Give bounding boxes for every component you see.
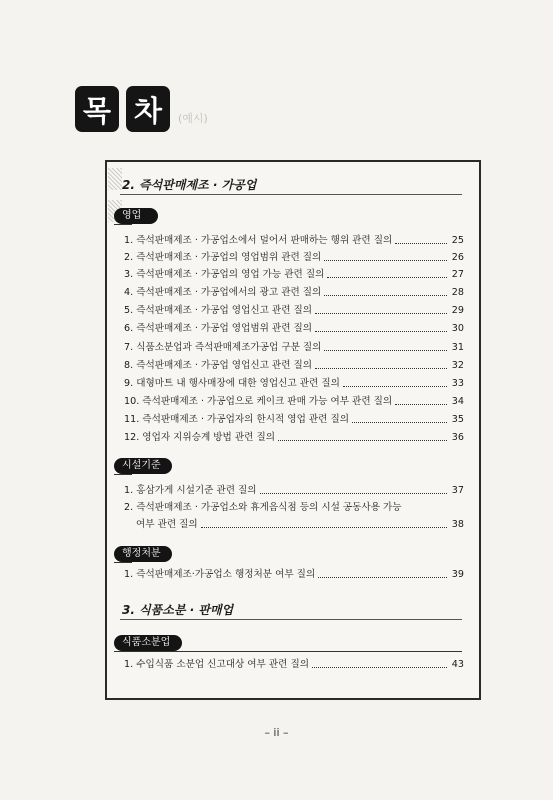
category-label: 행정처분 (114, 546, 172, 562)
category-label: 식품소분업 (114, 635, 182, 651)
toc-entry[interactable] (124, 357, 464, 373)
entry-title: 7. 식품소분업과 즉석판매제조가공업 구분 질의 (124, 342, 322, 353)
toc-entry-continuation[interactable] (136, 516, 464, 532)
entry-title: 8. 즉석판매제조 · 가공업 영업신고 관련 질의 (124, 360, 313, 371)
entry-page: 43 (451, 659, 464, 670)
category-underline (114, 224, 132, 225)
entry-title: 1. 즉석판매제조 · 가공업소에서 덜어서 판매하는 행위 관련 질의 (124, 235, 393, 246)
entry-page: 37 (451, 485, 464, 496)
faded-text: (예시) (178, 112, 208, 125)
entry-page: 39 (451, 569, 464, 580)
entry-title: 여부 관련 질의 (136, 519, 198, 530)
toc-entry[interactable] (124, 375, 464, 391)
section-title: 2. 즉석판매제조 · 가공업 (122, 178, 257, 192)
entry-title: 11. 즉석판매제조 · 가공업자의 한시적 영업 관련 질의 (124, 414, 350, 425)
toc-entry[interactable] (124, 499, 464, 515)
entry-page: 38 (451, 519, 464, 530)
entry-title: 2. 즉석판매제조 · 가공업의 영업범위 관련 질의 (124, 252, 322, 263)
category-label: 영업 (114, 208, 158, 224)
entry-title: 5. 즉석판매제조 · 가공업 영업신고 관련 질의 (124, 305, 313, 316)
entry-page: 30 (451, 323, 464, 334)
toc-entry[interactable] (124, 656, 464, 672)
section-divider (120, 194, 462, 195)
leader-dots (352, 422, 447, 423)
leader-dots (315, 331, 447, 332)
entry-title: 1. 수입식품 소분업 신고대상 여부 관련 질의 (124, 659, 309, 670)
leader-dots (278, 440, 447, 441)
toc-entry[interactable] (124, 266, 464, 282)
toc-entry[interactable] (124, 320, 464, 336)
leader-dots (315, 368, 447, 369)
toc-entry[interactable] (124, 429, 464, 445)
leader-dots (395, 243, 447, 244)
entry-title: 3. 즉석판매제조 · 가공업의 영업 가능 관련 질의 (124, 269, 325, 280)
entry-page: 29 (451, 305, 464, 316)
entry-page: 28 (451, 287, 464, 298)
category-underline (114, 651, 462, 652)
title-char-cha: 차 (126, 86, 170, 132)
entry-page: 25 (451, 235, 464, 246)
category-underline (114, 474, 132, 475)
toc-entry[interactable] (124, 302, 464, 318)
toc-entry[interactable] (124, 284, 464, 300)
entry-page: 36 (451, 432, 464, 443)
entry-page: 31 (451, 342, 464, 353)
toc-entry[interactable] (124, 393, 464, 409)
entry-page: 26 (451, 252, 464, 263)
entry-title: 9. 대형마트 내 행사매장에 대한 영업신고 관련 질의 (124, 378, 340, 389)
entry-page: 32 (451, 360, 464, 371)
toc-entry[interactable] (124, 249, 464, 265)
leader-dots (327, 277, 447, 278)
toc-entry[interactable] (124, 411, 464, 427)
section-title: 3. 식품소분 · 판매업 (122, 603, 234, 617)
entry-title: 4. 즉석판매제조 · 가공업에서의 광고 관련 질의 (124, 287, 322, 298)
title-char-mok: 목 (75, 86, 119, 132)
category-label: 시설기준 (114, 458, 172, 474)
leader-dots (312, 667, 447, 668)
leader-dots (201, 527, 447, 528)
leader-dots (343, 386, 447, 387)
toc-entry[interactable] (124, 482, 464, 498)
leader-dots (324, 350, 447, 351)
toc-entry[interactable] (124, 566, 464, 582)
corner-texture (108, 168, 122, 190)
leader-dots (260, 493, 447, 494)
entry-page: 34 (451, 396, 464, 407)
entry-page: 27 (451, 269, 464, 280)
toc-entry[interactable] (124, 232, 464, 248)
leader-dots (315, 313, 447, 314)
leader-dots (324, 295, 447, 296)
section-divider (120, 619, 462, 620)
leader-dots (395, 404, 447, 405)
entry-page: 35 (451, 414, 464, 425)
entry-title: 1. 홍삼가게 시설기준 관련 질의 (124, 485, 257, 496)
entry-title: 2. 즉석판매제조 · 가공업소와 휴게음식점 등의 시설 공동사용 가능 (124, 502, 402, 513)
leader-dots (318, 577, 447, 578)
entry-title: 10. 즉석판매제조 · 가공업으로 케이크 판매 가능 여부 관련 질의 (124, 396, 393, 407)
toc-entry[interactable] (124, 339, 464, 355)
entry-title: 1. 즉석판매제조·가공업소 행정처분 여부 질의 (124, 569, 316, 580)
entry-page: 33 (451, 378, 464, 389)
entry-title: 6. 즉석판매제조 · 가공업 영업범위 관련 질의 (124, 323, 313, 334)
entry-title: 12. 영업자 지위승계 방법 관련 질의 (124, 432, 275, 443)
page-number: – ii – (264, 726, 289, 739)
category-underline (114, 562, 132, 563)
leader-dots (324, 260, 447, 261)
